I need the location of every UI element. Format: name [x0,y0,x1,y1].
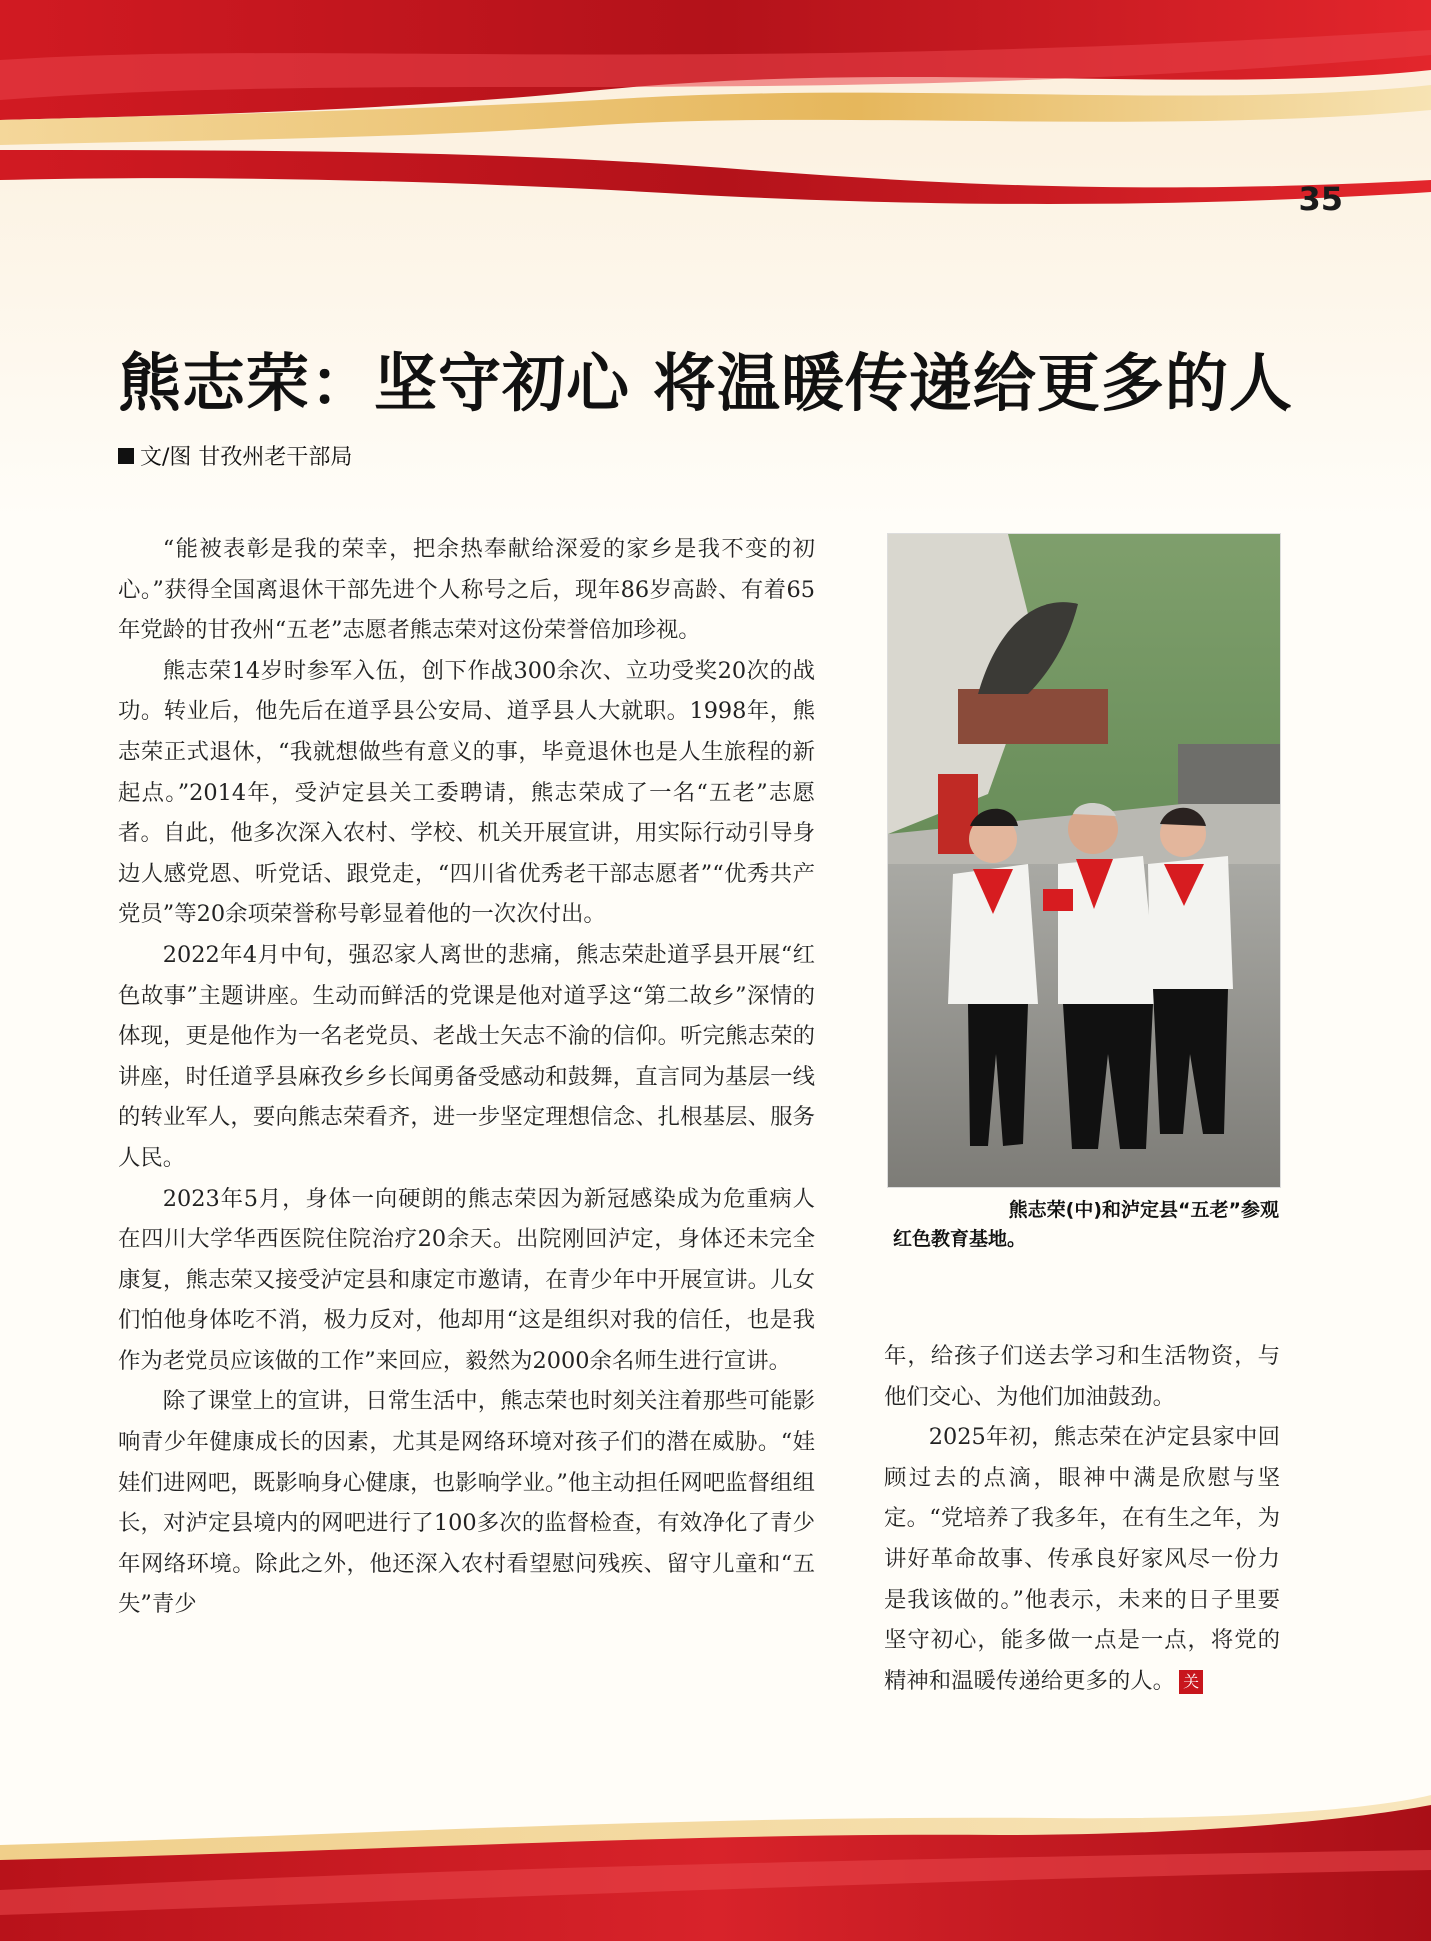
byline [118,440,352,471]
paragraph [884,1417,1280,1701]
article-photo [887,533,1281,1188]
bottom-red-ribbon-banner [0,1790,1431,1941]
paragraph: 除了课堂上的宣讲，日常生活中，熊志荣也时刻关注着那些可能影响青少年健康成长的因素，尤其是网络环境对孩子们的潜在威胁。“娃娃们进网吧，既影响身心健康，也影响学业。”他主动担任网吧监督组组长，对泸定县境内的网吧进行了100多次的监督检查，有效净化了青少年网络环境。除此之外，他还深入农村看望慰问残疾、留守儿童和“五失”青少 [118,1388,815,1618]
paragraph: 熊志荣14岁时参军入伍，创下作战300余次、立功受奖20次的战功。转业后，他先后在道孚县公安局、道孚县人大就职。1998年，熊志荣正式退休，“我就想做些有意义的事，毕竟退休也是人生旅程的新起点。”2014年，受泸定县关工委聘请，熊志荣成了一名“五老”志愿者。自此，他多次深入农村、学校、机关开展宣讲，用实际行动引导身边人感党恩、听党话、跟党走，“四川省优秀老干部志愿者”“优秀共产党员”等20余项荣誉称号彰显着他的一次次付出。 [118,657,815,928]
caption-line-1: 熊志荣(中)和泸定县“五老”参观 [1008,1199,1279,1221]
square-bullet-icon [118,448,134,464]
left-column [118,529,815,1625]
byline-text: 文/图 甘孜州老干部局 [140,445,353,470]
article-title: 熊志荣：坚守初心 将温暖传递给更多的人 [118,347,1293,420]
photo-caption [887,1196,1279,1254]
caption-line-2: 红色教育基地。 [893,1228,1027,1250]
paragraph: 年，给孩子们送去学习和生活物资，与他们交心、为他们加油鼓劲。 [884,1343,1280,1410]
page-number: 35 [1298,180,1343,218]
top-red-ribbon-banner [0,0,1431,230]
end-mark-icon: 关 [1179,1670,1203,1694]
right-column [884,1336,1280,1701]
paragraph: 2023年5月，身体一向硬朗的熊志荣因为新冠感染成为危重病人在四川大学华西医院住院治疗20余天。出院刚回泸定，身体还未完全康复，熊志荣又接受泸定县和康定市邀请，在青少年中开展宣讲。儿女们怕他身体吃不消，极力反对，他却用“这是组织对我的信任，也是我作为老党员应该做的工作”来回应，毅然为2000余名师生进行宣讲。 [118,1185,815,1374]
paragraph: 2022年4月中旬，强忍家人离世的悲痛，熊志荣赴道孚县开展“红色故事”主题讲座。生动而鲜活的党课是他对道孚这“第二故乡”深情的体现，更是他作为一名老党员、老战士矢志不渝的信仰。听完熊志荣的讲座，时任道孚县麻孜乡乡长闻勇备受感动和鼓舞，直言同为基层一线的转业军人，要向熊志荣看齐，进一步坚定理想信念、扎根基层、服务人民。 [118,941,815,1171]
paragraph: “能被表彰是我的荣幸，把余热奉献给深爱的家乡是我不变的初心。”获得全国离退休干部先进个人称号之后，现年86岁高龄、有着65年党龄的甘孜州“五老”志愿者熊志荣对这份荣誉倍加珍视。 [118,536,815,644]
paragraph-text: 2025年初，熊志荣在泸定县家中回顾过去的点滴，眼神中满是欣慰与坚定。“党培养了我多年，在有生之年，为讲好革命故事、传承良好家风尽一份力是我该做的。”他表示，未来的日子里要坚守初心，能多做一点是一点，将党的精神和温暖传递给更多的人。 [884,1424,1280,1694]
